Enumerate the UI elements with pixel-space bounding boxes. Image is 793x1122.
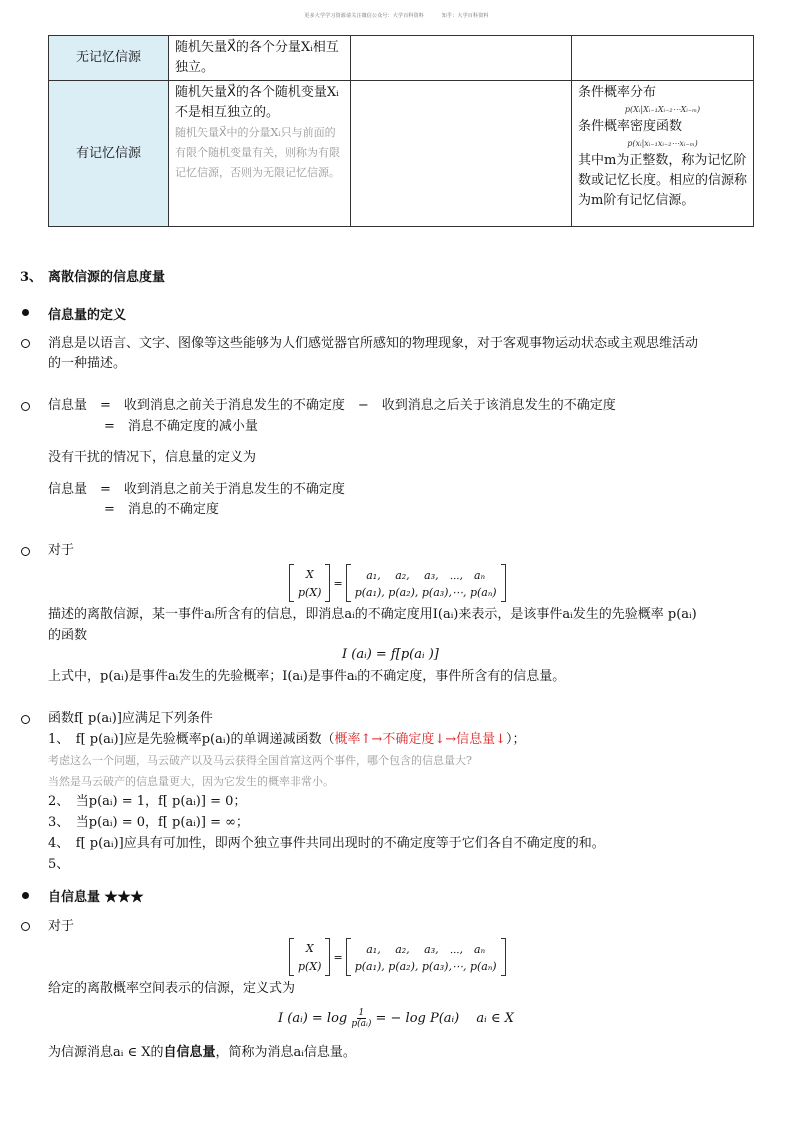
c1-red: 概率↑→不确定度↓→信息量↓ bbox=[334, 732, 506, 747]
matrix-left-top: X bbox=[305, 941, 314, 955]
p4-condition-3: 3、 当p(aᵢ) = 0，f[ p(aᵢ)] = ∞； bbox=[48, 815, 249, 830]
table-row bbox=[49, 81, 754, 227]
right-title-1: 条件概率分布 bbox=[578, 85, 657, 100]
page-header bbox=[0, 12, 793, 19]
subsection-title: 信息量的定义 bbox=[48, 308, 127, 323]
subsection-title-2: 自信息量 ★★★ bbox=[48, 890, 144, 905]
p4-condition-4: 4、 f[ p(aᵢ)]应具有可加性，即两个独立事件共同出现时的不确定度等于它们各自不确定度的和。 bbox=[48, 836, 605, 851]
fraction-den: p(aᵢ) bbox=[351, 1019, 372, 1029]
right-formula-1: p(Xᵢ|Xᵢ₋₁Xᵢ₋₂⋯Xᵢ₋ₘ) bbox=[624, 105, 701, 114]
row2-desc-cell bbox=[169, 81, 351, 227]
circle-bullet-icon bbox=[21, 339, 30, 348]
formula-right: = − log P(aᵢ) aᵢ ∈ X bbox=[375, 1011, 514, 1026]
row2-right-cell bbox=[572, 81, 754, 227]
section-title: 离散信源的信息度量 bbox=[48, 270, 166, 285]
c1-start: 1、 f[ p(aᵢ)]应是先验概率p(aᵢ)的单调递减函数（ bbox=[48, 732, 335, 747]
matrix-top: a₁, a₂, a₃, ⋯, aₙ bbox=[366, 568, 486, 582]
c1-end: ）； bbox=[506, 732, 526, 747]
header-left: 更多大学学习资源请关注微信公众号：大学百科资料 bbox=[304, 13, 424, 19]
l2-start: 为信源消息aᵢ ∈ X的 bbox=[48, 1045, 164, 1060]
p3-formula: I (aᵢ) = f[p(aᵢ )] bbox=[342, 647, 439, 662]
p3-line-1: 描述的离散信源，某一事件aᵢ所含有的信息，即消息aᵢ的不确定度用I(aᵢ)来表示，是该事件aᵢ发生的先验概率 p(aᵢ) bbox=[48, 607, 697, 622]
p5-line-2 bbox=[48, 1043, 356, 1063]
matrix-eq: = bbox=[333, 950, 343, 964]
p4-line-0: 函数f[ p(aᵢ)]应满足下列条件 bbox=[48, 711, 213, 726]
row1-empty-cell bbox=[351, 36, 572, 81]
header-right: 知乎：大学百科资料 bbox=[441, 13, 489, 19]
p2-line-2: = 消息不确定度的减小量 bbox=[104, 419, 258, 434]
fraction bbox=[351, 1008, 371, 1029]
row1-desc: 随机矢量X⃗的各个分量Xᵢ相互独立。 bbox=[169, 36, 351, 81]
source-matrix-2 bbox=[289, 938, 506, 976]
row2-empty-cell bbox=[351, 81, 572, 227]
p3-line-3: 上式中，p(aᵢ)是事件aᵢ发生的先验概率；I(aᵢ)是事件aᵢ的不确定度，事件所含有的信息量。 bbox=[48, 669, 566, 684]
source-matrix bbox=[289, 564, 506, 602]
circle-bullet-icon bbox=[21, 547, 30, 556]
right-formula-2: p(xᵢ|xᵢ₋₁xᵢ₋₂⋯xᵢ₋ₘ) bbox=[627, 139, 698, 148]
matrix-eq: = bbox=[333, 576, 343, 590]
p3-for: 对于 bbox=[48, 543, 75, 558]
p4-condition-1 bbox=[48, 730, 526, 750]
formula-left: I (aᵢ) = log bbox=[278, 1011, 348, 1026]
table-row bbox=[49, 36, 754, 81]
row2-note: 随机矢量X⃗中的分量Xᵢ只与前面的有限个随机变量有关，则称为有限记忆信源，否则为无限记忆信源。 bbox=[175, 126, 340, 179]
matrix-bot: p(a₁), p(a₂), p(a₃),⋯, p(aₙ) bbox=[354, 586, 497, 600]
p2-line-5: = 消息的不确定度 bbox=[104, 502, 219, 517]
p2-line-3: 没有干扰的情况下，信息量的定义为 bbox=[48, 450, 257, 465]
circle-bullet-icon bbox=[21, 715, 30, 724]
p4-gray-1: 考虑这么一个问题，马云破产以及马云获得全国首富这两个事件，哪个包含的信息量大? bbox=[48, 754, 472, 767]
right-title-2: 条件概率密度函数 bbox=[578, 119, 683, 134]
p4-condition-2: 2、 当p(aᵢ) = 1，f[ p(aᵢ)] = 0； bbox=[48, 794, 247, 809]
matrix-bracket bbox=[501, 564, 506, 602]
p1-line-1: 消息是以语言、文字、图像等这些能够为人们感觉器官所感知的物理现象，对于客观事物运动状态或主观思维活动 bbox=[48, 336, 699, 351]
l2-bold: 自信息量 bbox=[163, 1045, 216, 1060]
matrix-top: a₁, a₂, a₃, ⋯, aₙ bbox=[366, 942, 486, 956]
section-number: 3、 bbox=[20, 270, 43, 285]
matrix-left-top: X bbox=[305, 567, 314, 581]
p3-line-2: 的函数 bbox=[48, 628, 88, 643]
matrix-left-bot: p(X) bbox=[298, 959, 322, 973]
bullet-icon bbox=[22, 892, 29, 899]
row2-desc: 随机矢量X⃗的各个随机变量Xᵢ不是相互独立的。 bbox=[175, 85, 339, 120]
bullet-icon bbox=[22, 309, 29, 316]
p4-gray-2: 当然是马云破产的信息量更大，因为它发生的概率非常小。 bbox=[48, 775, 334, 788]
p1-line-2: 的一种描述。 bbox=[48, 356, 127, 371]
p5-for: 对于 bbox=[48, 919, 75, 934]
p2-line-4: 信息量 = 收到消息之前关于消息发生的不确定度 bbox=[48, 482, 345, 497]
matrix-bot: p(a₁), p(a₂), p(a₃),⋯, p(aₙ) bbox=[354, 960, 497, 974]
fraction-num: 1 bbox=[358, 1008, 365, 1018]
row1-name: 无记忆信源 bbox=[49, 36, 169, 81]
p4-condition-5: 5、 bbox=[48, 857, 70, 872]
p5-formula bbox=[278, 1008, 514, 1029]
circle-bullet-icon bbox=[21, 402, 30, 411]
circle-bullet-icon bbox=[21, 922, 30, 931]
row1-empty-cell-2 bbox=[572, 36, 754, 81]
source-table bbox=[48, 35, 754, 227]
row2-name: 有记忆信源 bbox=[49, 81, 169, 227]
matrix-left-bot: p(X) bbox=[298, 585, 322, 599]
p5-line-1: 给定的离散概率空间表示的信源，定义式为 bbox=[48, 981, 296, 996]
p2-line-1: 信息量 = 收到消息之前关于消息发生的不确定度 − 收到消息之后关于该消息发生的不确定度 bbox=[48, 398, 616, 413]
matrix-bracket bbox=[501, 938, 506, 976]
right-text: 其中m为正整数，称为记忆阶数或记忆长度。相应的信源称为m阶有记忆信源。 bbox=[578, 153, 748, 208]
l2-end: ，简称为消息aᵢ信息量。 bbox=[215, 1045, 356, 1060]
